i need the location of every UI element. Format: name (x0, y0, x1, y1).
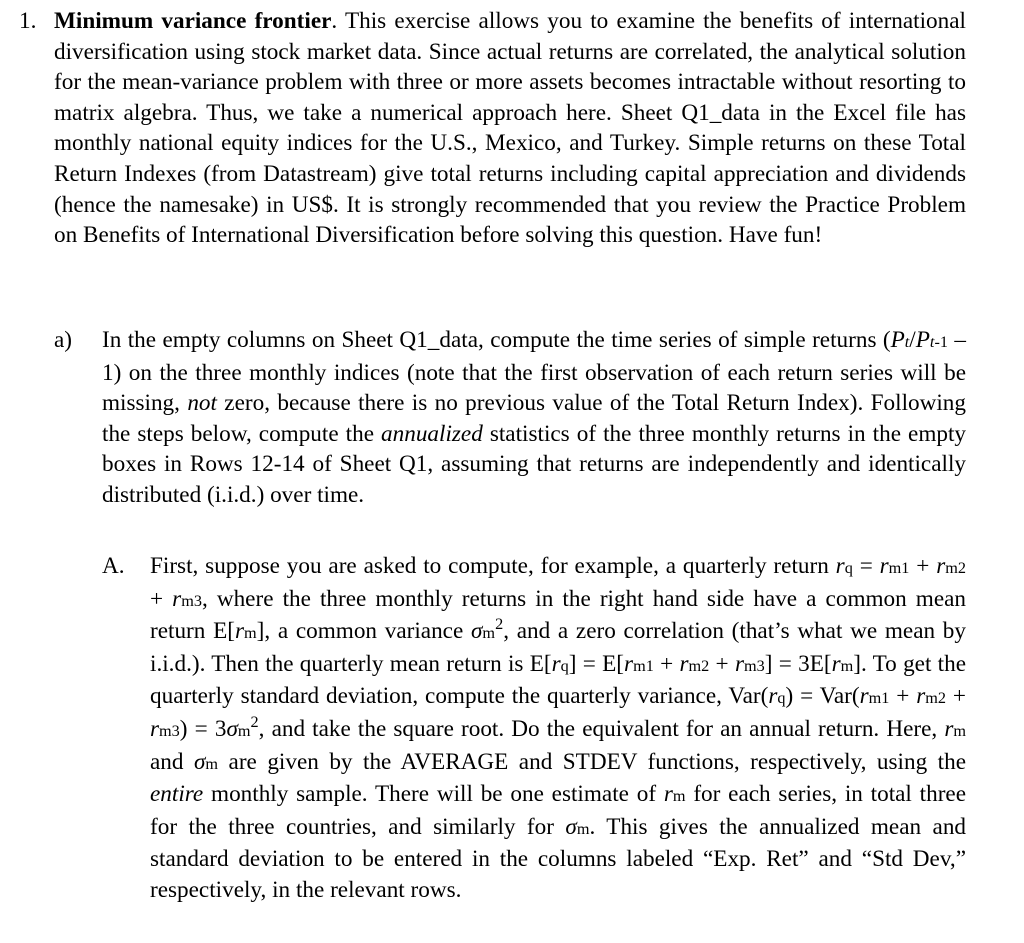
question-title: Minimum variance frontier (54, 8, 332, 34)
part-A-label: A. (102, 553, 125, 579)
part-A-paragraph: First, suppose you are asked to compute, for example, a quarterly return rq = rm1 + rm2 + rm3, where the three monthly returns in the right hand side have a common mean return E[rm], a common variance $\sigma m^2$, and a zero correlation (that’s what we mean by i.i.d.). Then the quarterly mean return is E[rq] = E[rm1 + rm2 + rm3] = 3E[rm]. To get the quarterly standard deviation, compute the quarterly variance, $Var(rq) = Var(rm1 + rm2 + rm3) = 3\sigma m^2$, and take the square root. Do the equivalent for an annual return. Here, rm and σm are given by the AVERAGE and STDEV functions, respectively, using the entire monthly sample. There will be one estimate of rm for each series, in total three for the three countries, and similarly for σm. This gives the annualized mean and standard deviation to be entered in the columns labeled “Exp. Ret” and “Std Dev,” respectively, in the relevant rows. (150, 553, 967, 903)
question-1-text: . This exercise allows you to examine the benefits of international diversification using stock market data. Since actual returns are correlated, the analytical solution for the mean-variance problem with three or more assets becomes intractable without resorting to matrix algebra. Thus, we take a numerical approach here. Sheet Q1_data in the Excel file has monthly national equity indices for the U.S., Mexico, and Turkey. Simple returns on these Total Return Indexes (from Datastream) give total returns including capital appreciation and dividends (hence the namesake) in US$. It is strongly recommended that you review the Practice Problem on Benefits of International Diversification before solving this question. Have fun! (54, 8, 966, 249)
question-number: 1. (19, 8, 37, 34)
part-a-label: a) (54, 327, 73, 353)
part-a-paragraph: In the empty columns on Sheet Q1_data, compute the time series of simple returns (Pt/Pt-1 – 1) on the three monthly indices (note that the first observation of each return series will be missing, not zero, because there is no previous value of the Total Return Index). Following the steps below, compute the annualized statistics of the three monthly returns in the empty boxes in Rows 12-14 of Sheet Q1, assuming that returns are independently and identically distributed (i.i.d.) over time. (102, 327, 966, 508)
question-1-paragraph (54, 6, 966, 251)
